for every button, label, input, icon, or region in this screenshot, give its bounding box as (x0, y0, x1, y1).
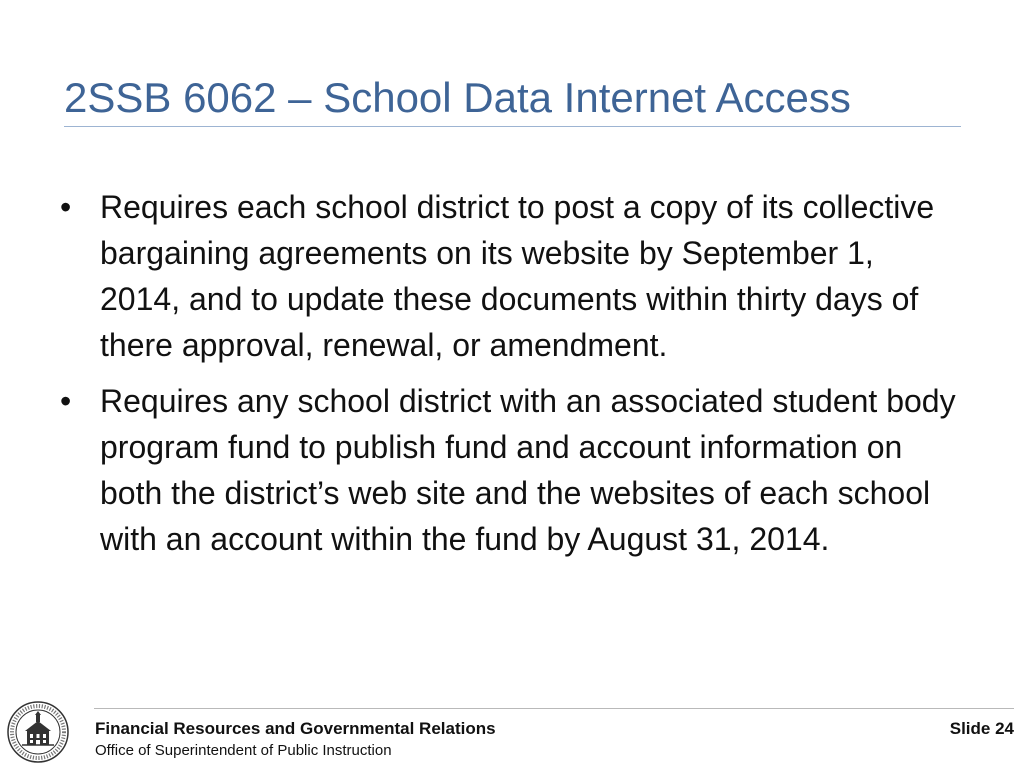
bullet-text: Requires each school district to post a copy of its collective bargaining agreements on its website by September 1, 2014, and to update these documents within thirty days of there approval, renewal, or amendment. (100, 189, 935, 363)
bullet-icon: • (60, 189, 72, 225)
bullet-item (60, 184, 960, 368)
footer-organization: Financial Resources and Governmental Relations (95, 719, 496, 738)
slide-title: 2SSB 6062 – School Data Internet Access (64, 74, 851, 121)
footer-divider (94, 708, 1014, 709)
ospi-seal-icon (6, 700, 70, 764)
bullet-item (60, 378, 960, 562)
footer-office: Office of Superintendent of Public Instruction (95, 742, 392, 759)
footer-left (95, 718, 496, 762)
title-underline (64, 126, 961, 127)
bullet-list (60, 184, 960, 572)
bullet-text: Requires any school district with an associated student body program fund to publish fund and account information on both the district’s web site and the websites of each school with an account within the fund by August 31, 2014. (100, 383, 956, 557)
bullet-icon: • (60, 383, 72, 419)
slide-number: Slide 24 (949, 719, 1014, 738)
